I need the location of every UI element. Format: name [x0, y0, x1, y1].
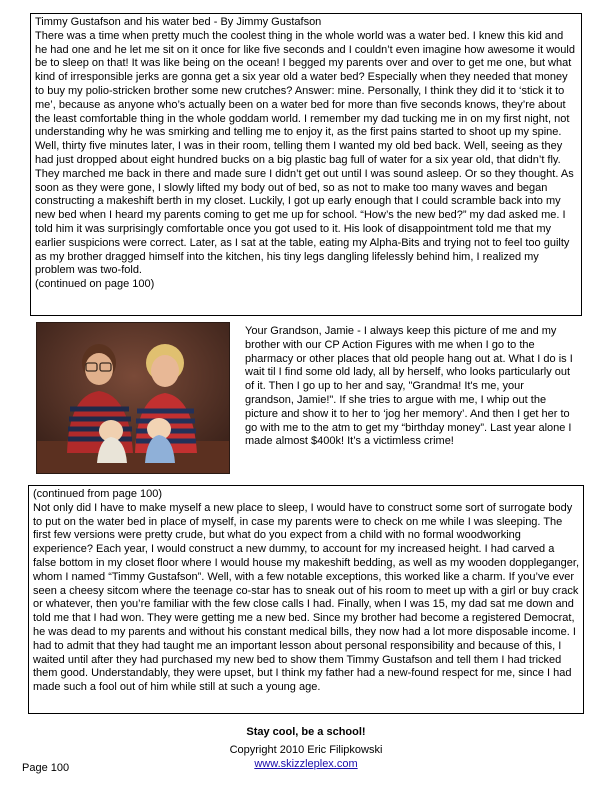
story-water-bed: [30, 13, 582, 316]
copyright: Copyright 2010 Eric Filipkowski: [229, 744, 383, 756]
caption-text: Your Grandson, Jamie - I always keep this picture of me and my brother with our CP Action Figures with me when I go to the pharmacy or other places that old people hang out at. What I do is I wait til I find some old lady, all by herself, who looks particularly out of it. Then I go up to her and say, "Grandma! It's me, your grandson, Jamie!". If she tries to argue with me, I whip out the picture and show it to her to ‘jog her memory’. And then I get her to go with me to the atm to get my “birthday money”. Last year alone I made almost $400k! It’s a victimless crime!: [245, 325, 573, 448]
story-body: Not only did I have to make myself a new place to sleep, I would have to construct some sort of surrogate body to put on the water bed in place of myself, in case my parents were to check on me while I was sleeping. The first few versions were pretty crude, but what do you expect from a child with no formal woodworking experience? Each year, I would construct a new dummy, to account for my increased height. I had carved a false bottom in my closet floor where I would house my makeshift bedding, as well as my wooden doppleganger, whom I named “Timmy Gustafson”. Well, with a few notable exceptions, this worked like a charm. If you’ve ever seen a cheesy sitcom where the teenage co-star has to sneak out of his room to meet up with a girl or buy crack or whatever, then you’re familiar with the few close calls I had. Finally, when I was 15, my dad sat me down and told me that I had won. They were getting me a new bed. Since my brother had become a registered Democrat, he was dead to my parents and without his constant medical bills, they now had a lot more disposable income. I had to admit that they had taught me an important lesson about personal responsibility and because of this, I waited until after they had purchased my new bed to show them Timmy Gustafson and tell them I had tricked them good. Understandably, they were upset, but I think my father had a new-found respect for me, since I had made such a fool out of him while still at such a young age.: [33, 501, 580, 694]
story-body: There was a time when pretty much the coolest thing in the whole world was a water bed. I knew this kid and he had one and he let me sit on it once for like five seconds and I couldn’t even imagine how awesome it would be to sleep on that! It was like being on the ocean! I begged my parents over and over to get me one, but what kind of irresponsible jerks are gonna get a six year old a water bed? Especially when they needed that money to buy my polio-stricken brother some new crutches? Answer: mine. Personally, I think they did it to ‘stick it to me’, because as anyone who’s actually been on a water bed for more than five seconds knows, they’re about the least comfortable thing in the whole goddam world. I remember my dad tucking me in on my first night, not understanding why he was smirking and telling me to enjoy it, as the first pains started to shoot up my spine. Well, thirty five minutes later, I was in their room, telling them I wanted my old bed back. Well, seeing as they had just dropped about eight hundred bucks on a big plastic bag full of water for a six year old, that didn’t fly. They marched me back in there and made sure I didn’t get out until I was sound asleep. Or so they thought. As soon as they were gone, I slowly lifted my body out of bed, so as not to make too many waves and began constructing a makeshift berth in my closet. Luckily, I got up early enough that I could scramble back into my new bed when I heard my parents coming to get me up for school. “How’s the new bed?” my dad asked me. I told him it was surprisingly comfortable once you got used to it. His look of disappointment told me that my earlier suspicions were correct. Later, as I sat at the table, eating my Alpha-Bits and trying not to feel too guilty as my brother dragged himself into the kitchen, his tiny legs dangling lifelessly behind him, I realized my problem was two-fold.: [35, 29, 575, 277]
page-number: Page 100: [22, 762, 70, 774]
website-link[interactable]: www.skizzleplex.com: [254, 758, 358, 770]
brothers-photo: [36, 322, 230, 474]
story-heading: Timmy Gustafson and his water bed - By Jimmy Gustafson: [35, 16, 322, 28]
continued-note: (continued on page 100): [35, 278, 155, 291]
slogan: Stay cool, be a school!: [246, 726, 366, 738]
photo-caption: [245, 325, 575, 449]
website-link-wrapper: [0, 758, 612, 770]
continued-note: (continued from page 100): [33, 488, 163, 500]
story-continuation: [28, 485, 584, 714]
